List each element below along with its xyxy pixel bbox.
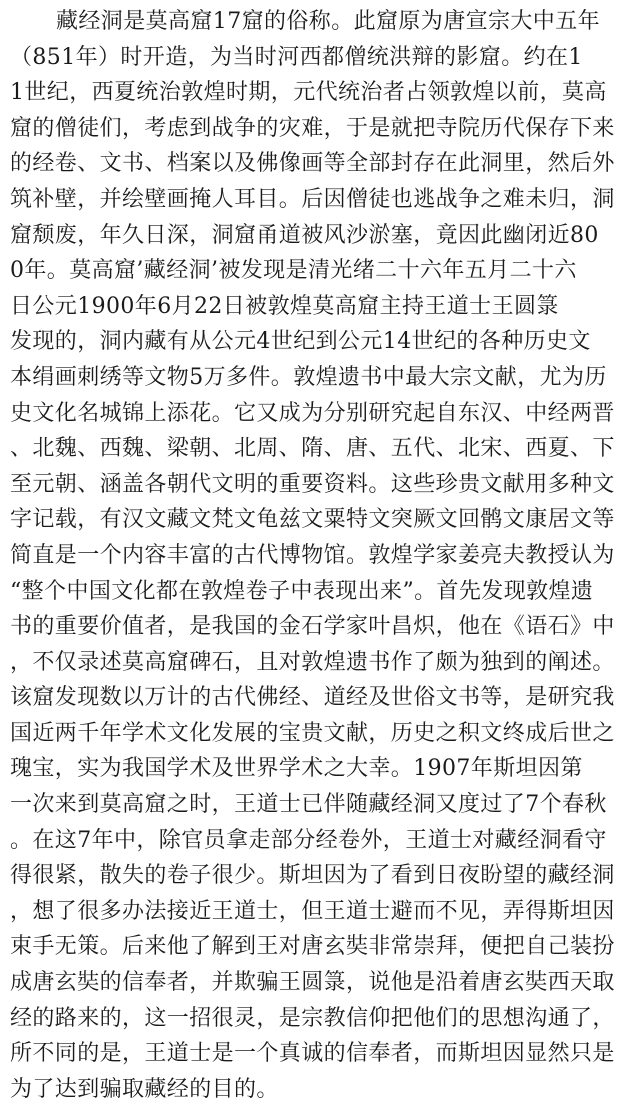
- text-line: 束手无策。后来他了解到王对唐玄奘非常崇拜，便把自己装扮: [10, 934, 615, 960]
- text-line: 简直是一个内容丰富的古代博物馆。敦煌学家姜亮夫教授认为: [10, 542, 615, 568]
- text-line: 字记载，有汉文藏文梵文龟兹文粟特文突厥文回鹘文康居文等: [10, 507, 615, 533]
- text-line: 该窟发现数以万计的古代佛经、道经及世俗文书等，是研究我: [10, 685, 615, 711]
- text-line: 筑补壁，并绘壁画掩人耳目。后因僧徒也逃战争之难未归，洞: [10, 186, 615, 212]
- text-line: （851年）时开造，为当时河西都僧统洪辩的影窟。约在1: [10, 44, 583, 70]
- text-line: 一次来到莫高窟之时，王道士已伴随藏经洞又度过了7个春秋: [10, 792, 607, 818]
- article-body: [0, 4, 640, 1107]
- text-line: 成唐玄奘的信奉者，并欺骗王圆箓，说他是沿着唐玄奘西天取: [10, 970, 615, 996]
- text-line: 、北魏、西魏、梁朝、北周、隋、唐、五代、北宋、西夏、下: [10, 436, 615, 462]
- text-line: 日公元1900年6月22日被敦煌莫高窟主持王道士王圆箓: [10, 293, 559, 319]
- text-line: 窟的僧徒们，考虑到战争的灾难，于是就把寺院历代保存下来: [10, 115, 615, 141]
- text-line: 发现的，洞内藏有从公元4世纪到公元14世纪的各种历史文: [10, 329, 591, 355]
- text-line: “整个中国文化都在敦煌卷子中表现出来”。首先发现敦煌遗: [10, 578, 594, 604]
- text-line: 本绢画刺绣等文物5万多件。敦煌遗书中最大宗文献，尤为历: [10, 364, 607, 390]
- text-line: 瑰宝，实为我国学术及世界学术之大幸。1907年斯坦因第: [10, 756, 583, 782]
- text-line: 藏经洞是莫高窟17窟的俗称。此窟原为唐宣宗大中五年: [56, 9, 600, 34]
- text-line: 所不同的是，王道士是一个真诚的信奉者，而斯坦因显然只是: [10, 1041, 615, 1067]
- text-line: 至元朝、涵盖各朝代文明的重要资料。这些珍贵文献用多种文: [10, 471, 615, 497]
- text-line: 窟颓废，年久日深，洞窟甬道被风沙淤塞，竟因此幽闭近80: [10, 222, 599, 248]
- text-line: 0年。莫高窟’藏经洞’被发现是清光绪二十六年五月二十六: [10, 258, 577, 284]
- text-line: ，想了很多办法接近王道士，但王道士避而不见，弄得斯坦因: [10, 898, 615, 924]
- text-line: 。在这7年中，除官员拿走部分经卷外，王道士对藏经洞看守: [10, 827, 607, 853]
- text-line: 1世纪，西夏统治敦煌时期，元代统治者占领敦煌以前，莫高: [10, 80, 607, 106]
- text-line: 经的路来的，这一招很灵，是宗教信仰把他们的思想沟通了，: [10, 1005, 615, 1031]
- text-line: 的经卷、文书、档案以及佛像画等全部封存在此洞里，然后外: [10, 151, 615, 177]
- text-line: 史文化名城锦上添花。它又成为分别研究起自东汉、中经两晋: [10, 400, 615, 426]
- text-line: 得很紧，散失的卷子很少。斯坦因为了看到日夜盼望的藏经洞: [10, 863, 615, 889]
- text-line: 为了达到骗取藏经的目的。: [10, 1076, 279, 1102]
- text-line: ，不仅录述莫高窟碑石，且对敦煌遗书作了颇为独到的阐述。: [10, 649, 615, 675]
- text-line: 国近两千年学术文化发展的宝贵文献，历史之积文终成后世之: [10, 720, 615, 746]
- text-line: 书的重要价值者，是我国的金石学家叶昌炽，他在《语石》中: [10, 614, 615, 640]
